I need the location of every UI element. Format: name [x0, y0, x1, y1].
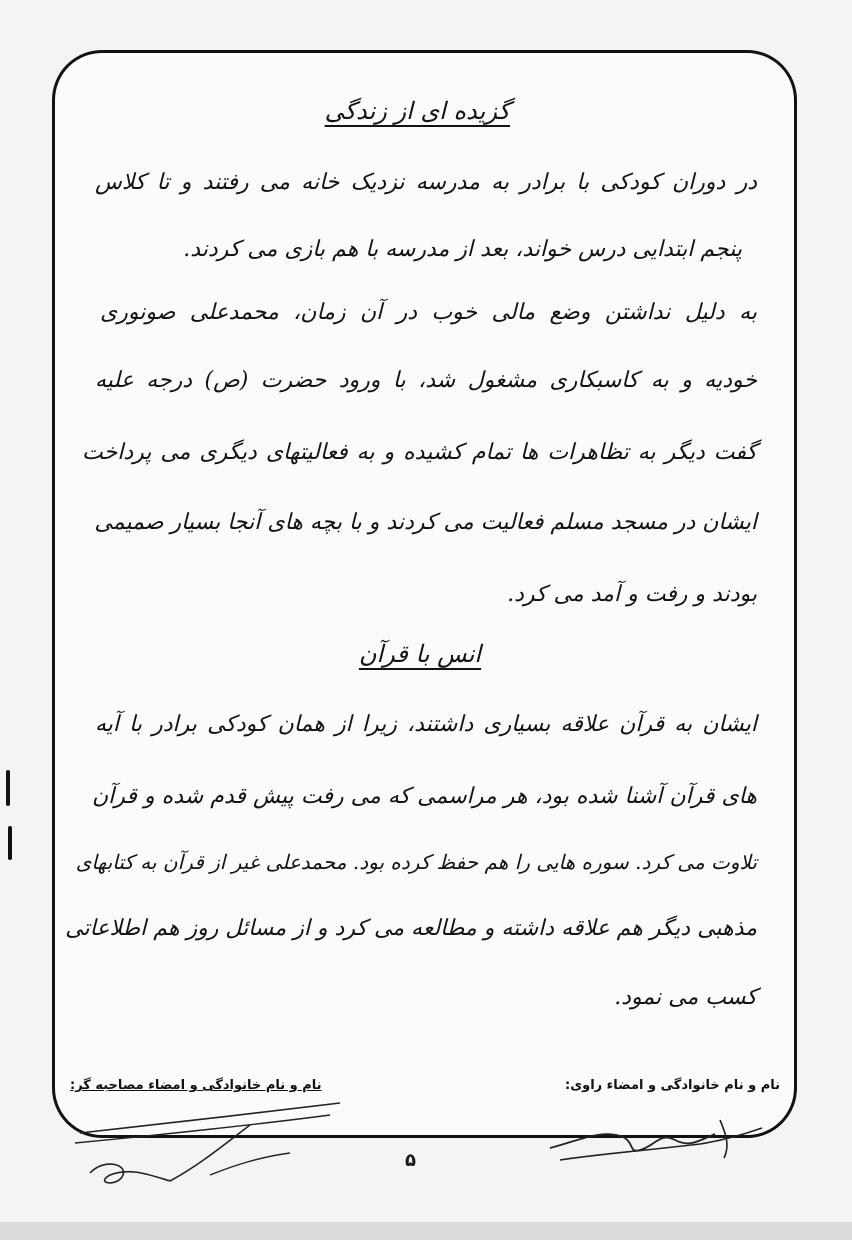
text-line: در دوران کودکی با برادر به مدرسه نزدیک خانه می رفتند و تا کلاس — [95, 170, 757, 195]
text-line: به دلیل نداشتن وضع مالی خوب در آن زمان، محمدعلی صونوری — [100, 300, 757, 325]
text-line: گفت دیگر به تظاهرات ها تمام کشیده و به فعالیتهای دیگری می پرداخت — [82, 440, 757, 465]
section-title-life-excerpt: گزیده ای از زندگی — [324, 97, 510, 125]
interviewer-signature-label: نام و نام خانوادگی و امضاء مصاحبه گر: — [70, 1078, 322, 1093]
scan-page-edge — [0, 1222, 852, 1240]
text-line: ایشان به قرآن علاقه بسیاری داشتند، زیرا از همان کودکی برادر با آیه — [95, 712, 757, 737]
text-line: بودند و رفت و آمد می کرد. — [507, 582, 757, 607]
section-title-quran: انس با قرآن — [358, 640, 482, 668]
narrator-signature-label: نام و نام خانوادگی و امضاء راوی: — [565, 1078, 780, 1093]
narrator-signature — [540, 1110, 770, 1180]
text-line: تلاوت می کرد. سوره هایی را هم حفظ کرده بود. محمدعلی غیر از قرآن به کتابهای — [75, 850, 757, 874]
interviewer-signature — [60, 1095, 360, 1195]
text-line: ایشان در مسجد مسلم فعالیت می کردند و با بچه های آنجا بسیار صمیمی — [94, 510, 757, 535]
margin-mark — [8, 826, 12, 860]
text-line: کسب می نمود. — [614, 985, 757, 1010]
text-line: خودیه و به کاسبکاری مشغول شد، با ورود حضرت (ص) درجه علیه — [95, 368, 757, 393]
page-number: ۵ — [405, 1150, 416, 1171]
text-line: مذهبی دیگر هم علاقه داشته و مطالعه می کرد و از مسائل روز هم اطلاعاتی — [65, 916, 757, 941]
margin-mark — [6, 770, 10, 806]
text-line: های قرآن آشنا شده بود، هر مراسمی که می رفت پیش قدم شده و قرآن — [92, 784, 757, 809]
text-line: پنجم ابتدایی درس خواند، بعد از مدرسه با هم بازی می کردند. — [183, 237, 742, 262]
